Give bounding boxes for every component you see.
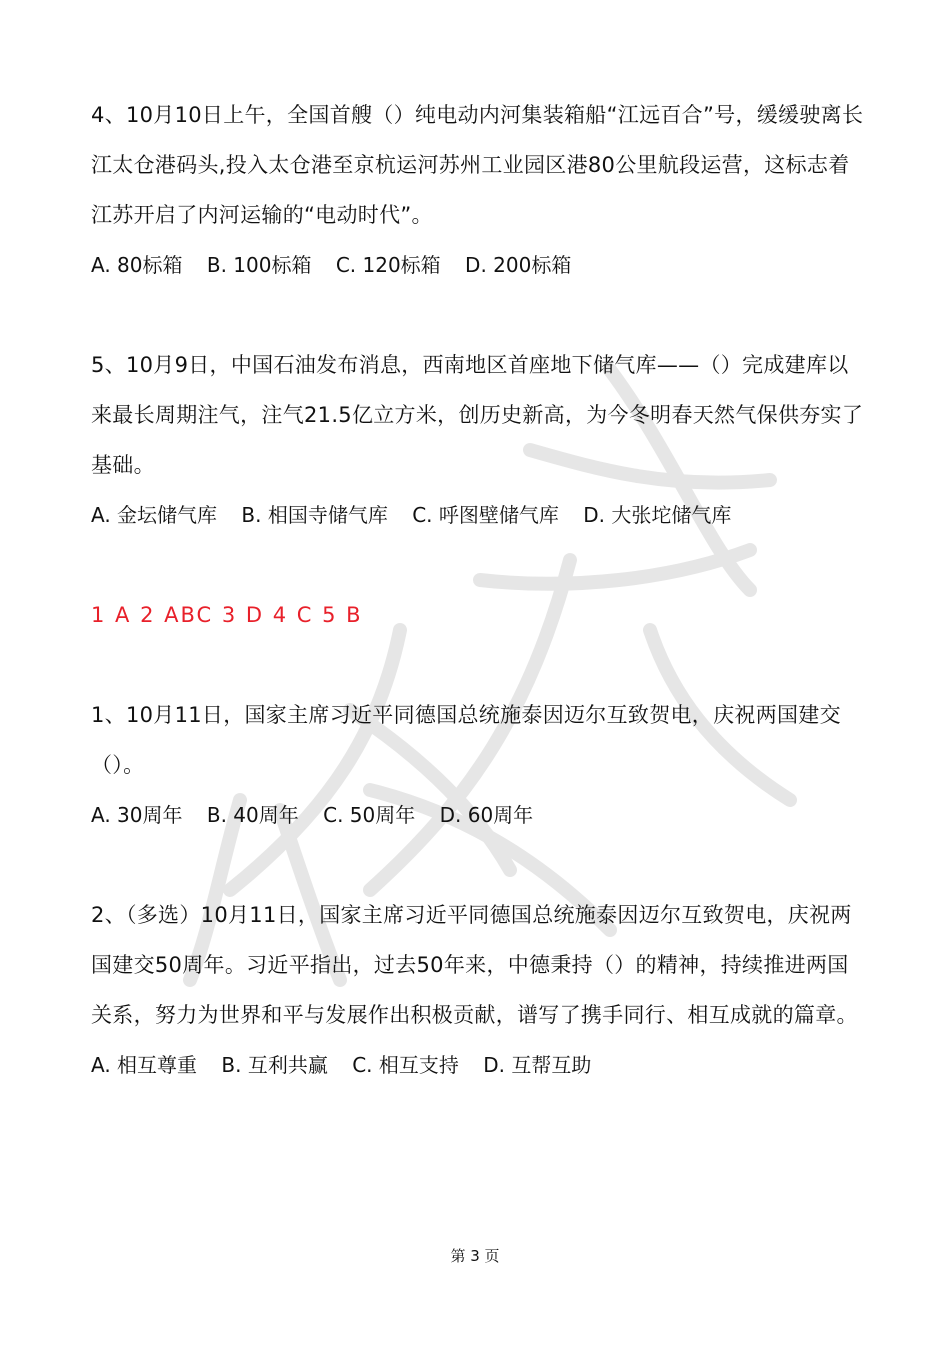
option-c: C. 相互支持 — [352, 1053, 459, 1077]
question-4-options — [91, 240, 866, 290]
option-b: B. 100标箱 — [206, 253, 312, 277]
option-b: B. 互利共赢 — [221, 1053, 328, 1077]
answer-key: 1 A 2 ABC 3 D 4 C 5 B — [91, 603, 363, 627]
question-2-options — [91, 1040, 866, 1090]
option-c: C. 50周年 — [323, 803, 416, 827]
question-4-text: 4、10月10日上午，全国首艘（）纯电动内河集装箱船“江远百合”号，缓缓驶离长江太仓港码头,投入太仓港至京杭运河苏州工业园区港80公里航段运营，这标志着江苏开启了内河运输的“电动时代”。 — [91, 103, 864, 227]
option-d: D. 200标箱 — [465, 253, 572, 277]
option-c: C. 120标箱 — [335, 253, 441, 277]
option-b: B. 40周年 — [206, 803, 299, 827]
question-1-text: 1、10月11日，国家主席习近平同德国总统施泰因迈尔互致贺电，庆祝两国建交（）。 — [91, 703, 841, 777]
question-2-text: 2、（多选）10月11日，国家主席习近平同德国总统施泰因迈尔互致贺电，庆祝两国建交50周年。习近平指出，过去50年来，中德秉持（）的精神，持续推进两国关系，努力为世界和平与发展作出积极贡献，谱写了携手同行、相互成就的篇章。 — [91, 903, 858, 1027]
option-a: A. 金坛储气库 — [91, 503, 218, 527]
option-b: B. 相国寺储气库 — [241, 503, 388, 527]
page-number: 第 3 页 — [450, 1247, 500, 1265]
question-5-text: 5、10月9日，中国石油发布消息，西南地区首座地下储气库——（）完成建库以来最长周期注气，注气21.5亿立方米，创历史新高，为今冬明春天然气保供夯实了基础。 — [91, 353, 864, 477]
question-5-options — [91, 490, 866, 540]
option-d: D. 大张坨储气库 — [583, 503, 732, 527]
option-d: D. 互帮互助 — [483, 1053, 592, 1077]
option-d: D. 60周年 — [439, 803, 534, 827]
document-content — [91, 90, 866, 1090]
option-a: A. 相互尊重 — [91, 1053, 198, 1077]
option-c: C. 呼图壁储气库 — [412, 503, 559, 527]
question-1-options — [91, 790, 866, 840]
option-a: A. 30周年 — [91, 803, 183, 827]
option-a: A. 80标箱 — [91, 253, 183, 277]
